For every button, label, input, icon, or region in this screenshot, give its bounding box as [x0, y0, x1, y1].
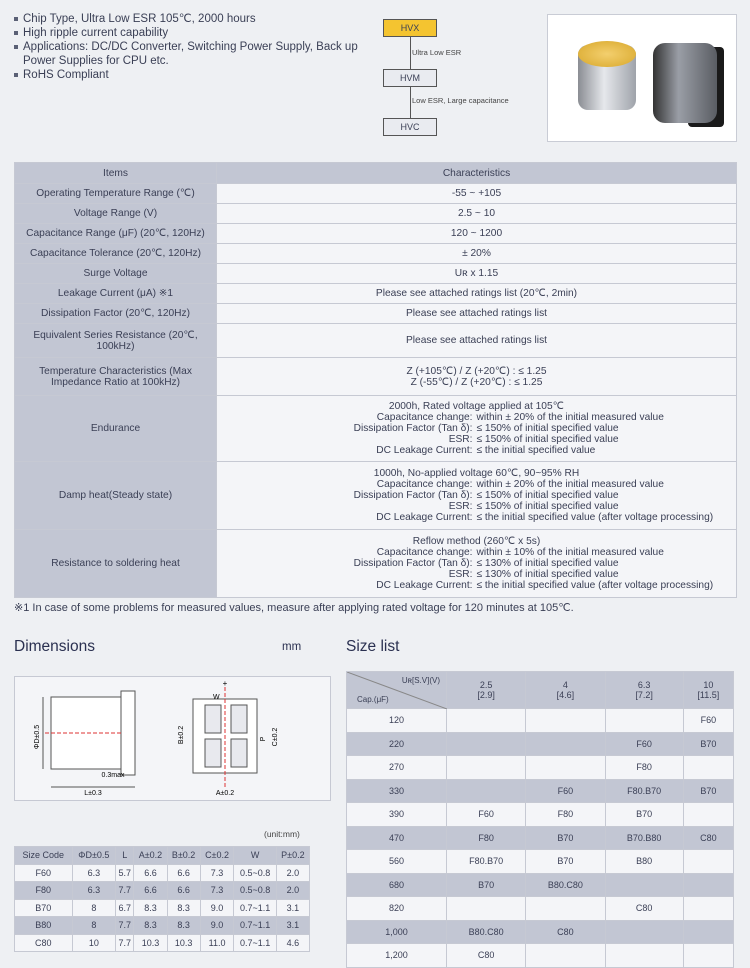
unit-note: (unit:mm) [264, 829, 300, 839]
dim-header: P±0.2 [276, 847, 309, 865]
product-photo [547, 14, 737, 142]
w-label: W [213, 694, 220, 701]
series-connector [410, 87, 411, 119]
dim-cell: 0.7~1.1 [234, 899, 276, 917]
size-cell [683, 803, 733, 827]
size-cell [526, 897, 605, 921]
spec-item: Temperature Characteristics (Max Impedance Ratio at 100kHz) [15, 358, 217, 396]
size-cell [605, 709, 683, 733]
dim-cell: B70 [15, 899, 73, 917]
dim-cell: 3.1 [276, 899, 309, 917]
cap-cell: 120 [347, 709, 447, 733]
dim-cell: 7.7 [116, 917, 134, 935]
voltage-header [605, 672, 683, 709]
feature-item: Chip Type, Ultra Low ESR 105℃, 2000 hours [14, 12, 359, 26]
phid-label: ΦD±0.5 [34, 724, 41, 750]
spec-item: Dissipation Factor (20℃, 120Hz) [15, 304, 217, 324]
dim-cell: 4.6 [276, 934, 309, 952]
voltage-value: 2.5 [479, 680, 493, 690]
size-cell: B70.B80 [605, 826, 683, 850]
spec-value: Please see attached ratings list [217, 324, 737, 358]
size-cell [447, 732, 526, 756]
dim-cell: F60 [15, 864, 73, 882]
size-cell [447, 756, 526, 780]
size-cell [447, 709, 526, 733]
spec-item: Equivalent Series Resistance (20℃, 100kHz) [15, 324, 217, 358]
dim-cell: 6.6 [167, 864, 200, 882]
voltage-value: 6.3 [637, 680, 651, 690]
temp-char-line: Z (-55℃) / Z (+20℃) : ≤ 1.25 [410, 376, 543, 388]
series-note-low: Low ESR, Large capacitance [412, 96, 509, 105]
dimensions-title: Dimensions [14, 638, 95, 655]
spec-value: 2.5 ~ 10 [217, 204, 737, 224]
dim-cell: 10 [72, 934, 116, 952]
dim-header: B±0.2 [167, 847, 200, 865]
solder-value: ≤ 130% of initial specified value [476, 569, 619, 580]
capacitor-top-image [578, 41, 636, 67]
endurance-value: ≤ 150% of initial specified value [476, 434, 619, 445]
size-cell [683, 944, 733, 968]
max-label: 0.3max [101, 772, 125, 779]
cap-cell: 680 [347, 873, 447, 897]
voltage-axis-label: Uʀ[S.V](V) [401, 676, 440, 685]
size-cell [683, 873, 733, 897]
size-cell: B80 [605, 850, 683, 874]
size-cell [683, 756, 733, 780]
size-cell [605, 873, 683, 897]
cap-cell: 1,000 [347, 920, 447, 944]
dim-cell: 9.0 [200, 917, 234, 935]
dim-cell: 10.3 [134, 934, 167, 952]
dimension-drawing [14, 676, 331, 801]
dim-cell: 6.6 [134, 864, 167, 882]
endurance-value: ≤ 150% of initial specified value [476, 423, 619, 434]
solder-head: Reflow method (260℃ x 5s) [412, 536, 541, 547]
header-items: Items [15, 163, 217, 184]
surge-value: [4.6] [556, 690, 575, 700]
damp-label: DC Leakage Current: [376, 512, 473, 523]
dim-cell: 6.7 [116, 899, 134, 917]
dimensions-unit: mm [282, 641, 302, 653]
dim-cell: 6.6 [134, 882, 167, 900]
cap-cell: 390 [347, 803, 447, 827]
cap-cell: 820 [347, 897, 447, 921]
dim-cell: 0.7~1.1 [234, 934, 276, 952]
footnote: ※1 In case of some problems for measured values, measure after applying rated voltage for 120 minutes at 105℃. [14, 602, 574, 614]
dim-cell: 11.0 [200, 934, 234, 952]
endurance-label: ESR: [448, 434, 473, 445]
series-hvx: HVX [383, 19, 437, 37]
size-cell [605, 920, 683, 944]
damp-value: ≤ 150% of initial specified value [476, 501, 619, 512]
characteristics-table [14, 162, 737, 598]
dim-cell: 7.7 [116, 934, 134, 952]
plus-label: + [222, 679, 228, 688]
voltage-header [683, 672, 733, 709]
dim-cell: 8.3 [134, 917, 167, 935]
length-label: L±0.3 [84, 790, 102, 797]
size-corner-cell [347, 672, 447, 709]
solder-value: within ± 10% of the initial measured value [476, 547, 664, 558]
size-cell [447, 779, 526, 803]
cap-cell: 220 [347, 732, 447, 756]
damp-value: ≤ 150% of initial specified value [476, 490, 619, 501]
spec-value: 120 ~ 1200 [217, 224, 737, 244]
size-cell: C80 [605, 897, 683, 921]
series-hvc: HVC [383, 118, 437, 136]
dim-cell: 0.5~0.8 [234, 882, 276, 900]
size-cell [683, 897, 733, 921]
solder-label: ESR: [448, 569, 473, 580]
feature-list [14, 12, 359, 82]
spec-item: Resistance to soldering heat [15, 530, 217, 598]
dim-cell: 7.3 [200, 882, 234, 900]
dim-cell: 2.0 [276, 864, 309, 882]
surge-value: [11.5] [697, 690, 720, 700]
spec-item: Voltage Range (V) [15, 204, 217, 224]
size-cell: F80.B70 [605, 779, 683, 803]
spec-item: Damp heat(Steady state) [15, 462, 217, 530]
spec-value: ± 20% [217, 244, 737, 264]
endurance-label: DC Leakage Current: [376, 445, 473, 456]
dim-header: Size Code [15, 847, 73, 865]
temp-char-line: Z (+105℃) / Z (+20℃) : ≤ 1.25 [406, 365, 547, 377]
dim-cell: 5.7 [116, 864, 134, 882]
dim-cell: 8 [72, 917, 116, 935]
spec-value: -55 ~ +105 [217, 184, 737, 204]
solder-label: DC Leakage Current: [376, 580, 473, 591]
size-cell: B70 [526, 826, 605, 850]
spec-item: Surge Voltage [15, 264, 217, 284]
damp-label: Capacitance change: [376, 479, 473, 490]
size-cell [683, 920, 733, 944]
capacitance-axis-label: Cap.(μF) [357, 695, 389, 704]
voltage-value: 4 [562, 680, 568, 690]
spec-value [217, 530, 737, 598]
series-note-ultra: Ultra Low ESR [412, 48, 462, 57]
cap-cell: 330 [347, 779, 447, 803]
size-cell: B70 [447, 873, 526, 897]
size-cell: B70 [683, 732, 733, 756]
sizelist-title: Size list [346, 638, 400, 655]
cap-cell: 270 [347, 756, 447, 780]
dim-cell: 3.1 [276, 917, 309, 935]
size-cell [526, 944, 605, 968]
dim-header: ΦD±0.5 [72, 847, 116, 865]
dim-header: L [116, 847, 134, 865]
dim-cell: 8.3 [167, 917, 200, 935]
solder-value: ≤ 130% of initial specified value [476, 558, 619, 569]
dim-cell: 0.7~1.1 [234, 917, 276, 935]
surge-value: [2.9] [477, 690, 495, 700]
dim-cell: C80 [15, 934, 73, 952]
dim-cell: 0.5~0.8 [234, 864, 276, 882]
damp-value: ≤ the initial specified value (after voltage processing) [476, 512, 714, 523]
spec-value [217, 462, 737, 530]
size-cell: F80 [447, 826, 526, 850]
solder-label: Capacitance change: [376, 547, 473, 558]
dim-cell: B80 [15, 917, 73, 935]
size-cell [683, 850, 733, 874]
solder-label: Dissipation Factor (Tan δ): [353, 558, 473, 569]
spec-value: Uʀ x 1.15 [217, 264, 737, 284]
endurance-value: within ± 20% of the initial measured value [476, 412, 664, 423]
dim-cell: 10.3 [167, 934, 200, 952]
size-cell: F80 [605, 756, 683, 780]
dim-header: A±0.2 [134, 847, 167, 865]
b-label: B±0.2 [178, 725, 185, 745]
dim-header: W [234, 847, 276, 865]
size-cell [526, 732, 605, 756]
capacitor-image [653, 43, 717, 123]
surge-value: [7.2] [635, 690, 653, 700]
damp-label: ESR: [448, 501, 473, 512]
size-cell: F80 [526, 803, 605, 827]
size-cell: C80 [447, 944, 526, 968]
cap-cell: 1,200 [347, 944, 447, 968]
dim-cell: F80 [15, 882, 73, 900]
spec-item: Operating Temperature Range (℃) [15, 184, 217, 204]
solder-value: ≤ the initial specified value (after voltage processing) [476, 580, 714, 591]
size-cell: C80 [526, 920, 605, 944]
size-cell [526, 756, 605, 780]
spec-value: Please see attached ratings list [217, 304, 737, 324]
feature-item: Applications: DC/DC Converter, Switching Power Supply, Back up Power Supplies for CPU etc. [14, 40, 359, 68]
p-label: P [260, 736, 267, 742]
spec-item: Capacitance Range (μF) (20℃, 120Hz) [15, 224, 217, 244]
feature-item: RoHS Compliant [14, 68, 359, 82]
size-cell: B80.C80 [526, 873, 605, 897]
endurance-head: 2000h, Rated voltage applied at 105℃ [388, 401, 565, 412]
dim-cell: 6.3 [72, 882, 116, 900]
size-cell [605, 944, 683, 968]
size-cell: F80.B70 [447, 850, 526, 874]
spec-value [217, 396, 737, 462]
voltage-header [526, 672, 605, 709]
endurance-label: Capacitance change: [376, 412, 473, 423]
dim-cell: 8.3 [134, 899, 167, 917]
dimension-table [14, 846, 310, 952]
voltage-value: 10 [703, 680, 714, 690]
size-cell: B70 [683, 779, 733, 803]
cap-cell: 560 [347, 850, 447, 874]
cap-cell: 470 [347, 826, 447, 850]
size-cell: B70 [526, 850, 605, 874]
size-cell: C80 [683, 826, 733, 850]
header-characteristics: Characteristics [217, 163, 737, 184]
voltage-header [447, 672, 526, 709]
dim-cell: 6.3 [72, 864, 116, 882]
endurance-label: Dissipation Factor (Tan δ): [353, 423, 473, 434]
spec-item: Capacitance Tolerance (20℃, 120Hz) [15, 244, 217, 264]
dimension-diagram [15, 677, 330, 800]
spec-value [217, 358, 737, 396]
size-cell: F60 [447, 803, 526, 827]
series-diagram [380, 14, 530, 139]
dim-cell: 8 [72, 899, 116, 917]
dim-cell: 9.0 [200, 899, 234, 917]
damp-head: 1000h, No-applied voltage 60℃, 90~95% RH [373, 468, 580, 479]
dim-cell: 7.7 [116, 882, 134, 900]
size-cell [447, 897, 526, 921]
dim-header: C±0.2 [200, 847, 234, 865]
feature-item: High ripple current capability [14, 26, 359, 40]
series-hvm: HVM [383, 69, 437, 87]
endurance-value: ≤ the initial specified value [476, 445, 596, 456]
size-cell: F60 [683, 709, 733, 733]
size-cell: B70 [605, 803, 683, 827]
spec-item: Leakage Current (μA) ※1 [15, 284, 217, 304]
dim-cell: 8.3 [167, 899, 200, 917]
c-label: C±0.2 [272, 727, 279, 747]
size-list-table [346, 671, 734, 968]
size-cell [526, 709, 605, 733]
spec-item: Endurance [15, 396, 217, 462]
dim-cell: 2.0 [276, 882, 309, 900]
a-label: A±0.2 [215, 790, 235, 797]
size-cell: F60 [526, 779, 605, 803]
dim-cell: 7.3 [200, 864, 234, 882]
damp-label: Dissipation Factor (Tan δ): [353, 490, 473, 501]
damp-value: within ± 20% of the initial measured value [476, 479, 664, 490]
dim-cell: 6.6 [167, 882, 200, 900]
spec-value: Please see attached ratings list (20℃, 2min) [217, 284, 737, 304]
size-cell: F60 [605, 732, 683, 756]
size-cell: B80.C80 [447, 920, 526, 944]
